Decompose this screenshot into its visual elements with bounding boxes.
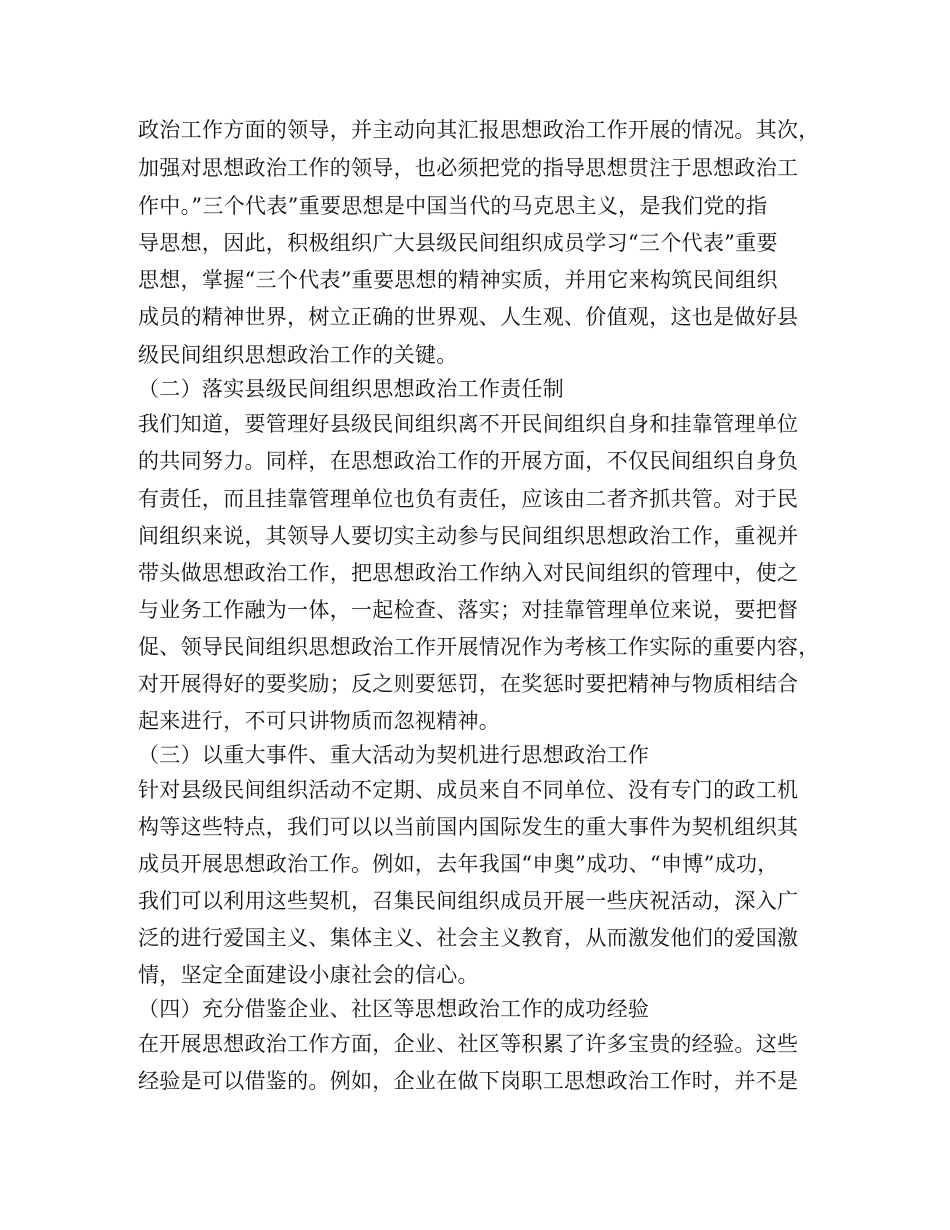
paragraph-line: 级民间组织思想政治工作的关键。 <box>138 343 458 367</box>
paragraph-line: 经验是可以借鉴的。例如，企业在做下岗职工思想政治工作时，并不是 <box>138 1069 799 1093</box>
paragraph-line: 构等这些特点，我们可以以当前国内国际发生的重大事件为契机组织其 <box>138 815 799 839</box>
section-heading: （二）落实县级民间组织思想政治工作责任制 <box>138 377 564 401</box>
paragraph-line: 思想，掌握“三个代表”重要思想的精神实质，并用它来构筑民间组织 <box>138 268 778 292</box>
paragraph-line: 起来进行，不可只讲物质而忽视精神。 <box>138 709 501 733</box>
paragraph-line: 促、领导民间组织思想政治工作开展情况作为考核工作实际的重要内容， <box>138 635 820 659</box>
paragraph-line: 对开展得好的要奖励；反之则要惩罚，在奖惩时要把精神与物质相结合 <box>138 672 799 696</box>
paragraph-line: 与业务工作融为一体，一起检查、落实；对挂靠管理单位来说，要把督 <box>138 598 799 622</box>
paragraph-line: 的共同努力。同样，在思想政治工作的开展方面，不仅民间组织自身负 <box>138 449 799 473</box>
paragraph-line: 情，坚定全面建设小康社会的信心。 <box>138 963 479 987</box>
paragraph-line: 政治工作方面的领导，并主动向其汇报思想政治工作开展的情况。其次， <box>138 118 820 142</box>
paragraph-line: 成员的精神世界，树立正确的世界观、人生观、价值观，这也是做好县 <box>138 305 799 329</box>
paragraph-line: 成员开展思想政治工作。例如，去年我国“申奥”成功、“申博”成功， <box>138 852 779 876</box>
paragraph-line: 我们知道，要管理好县级民间组织离不开民间组织自身和挂靠管理单位 <box>138 412 799 436</box>
section-heading: （四）充分借鉴企业、社区等思想政治工作的成功经验 <box>138 997 650 1021</box>
section-heading: （三）以重大事件、重大活动为契机进行思想政治工作 <box>138 743 650 767</box>
paragraph-line: 加强对思想政治工作的领导，也必须把党的指导思想贯注于思想政治工 <box>138 156 799 180</box>
paragraph-line: 我们可以利用这些契机，召集民间组织成员开展一些庆祝活动，深入广 <box>138 889 799 913</box>
paragraph-line: 导思想，因此，积极组织广大县级民间组织成员学习“三个代表”重要 <box>138 231 778 255</box>
paragraph-line: 在开展思想政治工作方面，企业、社区等积累了许多宝贵的经验。这些 <box>138 1032 799 1056</box>
paragraph-line: 有责任，而且挂靠管理单位也负有责任，应该由二者齐抓共管。对于民 <box>138 487 799 511</box>
paragraph-line: 泛的进行爱国主义、集体主义、社会主义教育，从而激发他们的爱国激 <box>138 926 799 950</box>
paragraph-line: 间组织来说，其领导人要切实主动参与民间组织思想政治工作，重视并 <box>138 524 799 548</box>
paragraph-line: 作中。”三个代表”重要思想是中国当代的马克思主义，是我们党的指 <box>138 194 768 218</box>
paragraph-line: 针对县级民间组织活动不定期、成员来自不同单位、没有专门的政工机 <box>138 778 799 802</box>
paragraph-line: 带头做思想政治工作，把思想政治工作纳入对民间组织的管理中，使之 <box>138 561 799 585</box>
